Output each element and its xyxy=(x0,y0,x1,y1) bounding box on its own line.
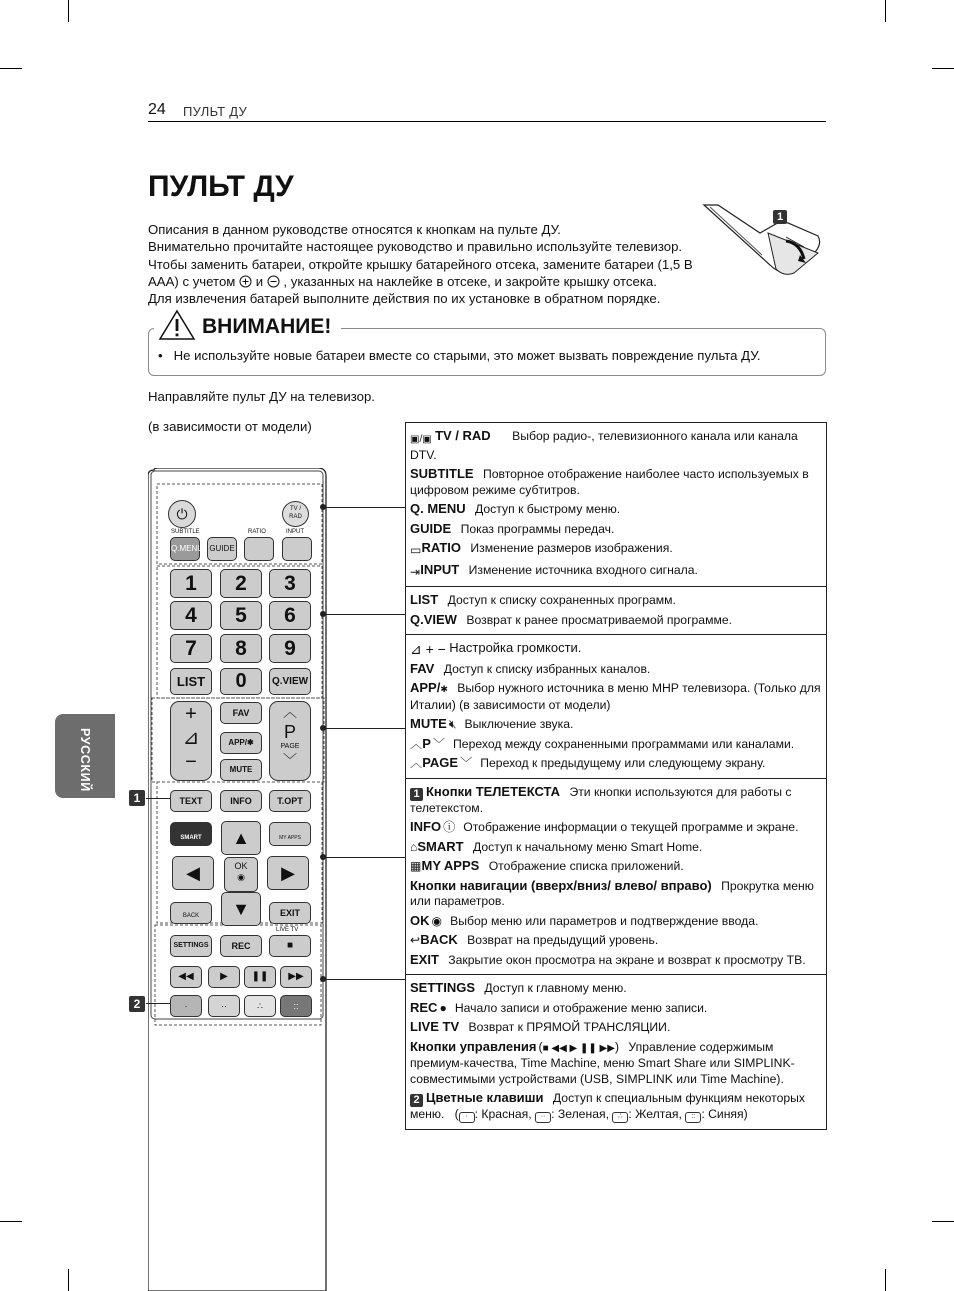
table-row: Кнопки управления (■ ◀◀ ▶ ❚❚ ▶▶) Управление содержимым премиум-качества, Time Machine, меню Smart Share или SIMPLINK- совместимыми устройствами (USB, SIMPLINK или Time Machine). xyxy=(410,1038,795,1086)
text-button: TEXT xyxy=(170,790,212,812)
home-icon: ⌂ xyxy=(410,839,418,854)
play-button: ▶ xyxy=(208,966,240,988)
mute-button: MUTE xyxy=(220,759,262,781)
table-row: Q.VIEW Возврат к ранее просматриваемой программе. xyxy=(410,611,733,627)
table-section xyxy=(406,586,826,634)
green-key: ·· xyxy=(208,995,240,1017)
table-section xyxy=(406,634,826,778)
nav-left-button: ◀ xyxy=(172,856,214,890)
callout-dot xyxy=(320,854,326,860)
my-apps-button: MY APPS xyxy=(269,822,311,846)
crop-mark xyxy=(885,1269,886,1291)
pause-button: ❚❚ xyxy=(244,966,276,988)
q-menu-button: Q.MENU xyxy=(170,537,200,561)
crop-mark xyxy=(932,68,954,69)
back-button: BACK xyxy=(170,902,212,924)
info-button: INFO xyxy=(220,790,262,812)
intro-line: Внимательно прочитайте настоящее руководство и правильно используйте телевизор. xyxy=(148,239,683,255)
callout-dot xyxy=(320,611,326,617)
t-opt-button: T.OPT xyxy=(269,790,311,812)
warning-text: • Не используйте новые батареи вместе со старыми, это может вызвать повреждение пульта ДУ. xyxy=(158,348,761,363)
page-title: ПУЛЬТ ДУ xyxy=(148,170,294,203)
table-row: APP/✱ Выбор нужного источника в меню MHP телевизора. (Только для Италии) (в зависимости от модели) xyxy=(410,680,821,712)
table-row: FAV Доступ к списку избранных каналов. xyxy=(410,660,651,676)
table-row: 2 Цветные клавиши Доступ к специальным функциям некоторых меню. ( · : Красная, ·· : Зеленая, ∴ : Желтая, :: : Синяя) xyxy=(410,1090,805,1121)
input-icon: ⇥ xyxy=(410,564,421,579)
callout-line xyxy=(146,798,170,799)
table-row: ︿PAGE ﹀ Переход к предыдущему или следующему экрану. xyxy=(410,755,766,770)
table-row: ▦MY APPS Отображение списка приложений. xyxy=(410,858,684,873)
digit-button: 7 xyxy=(170,634,212,663)
rec-button: REC xyxy=(220,935,262,957)
callout-dot xyxy=(320,976,326,982)
callout-line xyxy=(324,979,406,980)
yellow-key: ∴ xyxy=(244,995,276,1017)
intro-line: AAA) с учетом и , указанных на наклейке в отсеке, и закройте крышку отсека. xyxy=(148,273,657,289)
grid-icon: ▦ xyxy=(410,859,422,873)
table-row: SETTINGS Доступ к главному меню. xyxy=(410,980,627,995)
chevron-down-icon: ﹀ xyxy=(432,736,446,751)
crop-mark xyxy=(885,0,886,22)
fast-forward-button: ▶▶ xyxy=(280,966,312,988)
star-icon: ✱ xyxy=(440,684,448,694)
callout-line xyxy=(324,728,406,729)
mute-icon: 🔇︎ xyxy=(448,717,457,731)
guide-button: GUIDE xyxy=(207,537,237,561)
rewind-button: ◀◀ xyxy=(170,966,202,988)
nav-up-button: ▲ xyxy=(221,821,261,855)
table-row: EXIT Закрытие окон просмотра на экране и возврат к просмотру ТВ. xyxy=(410,951,806,967)
list-button: LIST xyxy=(170,668,212,695)
digit-button: 5 xyxy=(220,601,262,630)
table-row: LIST Доступ к списку сохраненных программ. xyxy=(410,592,676,607)
blue-key: :: xyxy=(280,995,312,1017)
digit-button: 3 xyxy=(269,569,311,598)
remote-buttons xyxy=(148,468,327,1068)
table-row: ▭RATIO Изменение размеров изображения. xyxy=(410,540,673,557)
crop-mark xyxy=(68,0,69,22)
exit-button: EXIT xyxy=(269,902,311,924)
digit-button: 2 xyxy=(220,569,262,598)
red-key: · xyxy=(170,995,202,1017)
table-section xyxy=(406,974,826,1129)
subtitle-label: SUBTITLE xyxy=(171,529,200,535)
power-button: ⏻ xyxy=(168,500,196,528)
page-number: 24 xyxy=(148,101,166,118)
table-row: Q. MENU Доступ к быстрому меню. xyxy=(410,501,621,516)
warning-triangle-icon xyxy=(158,309,196,341)
nav-right-button: ▶ xyxy=(267,856,309,890)
callout-badge-2: 2 xyxy=(129,996,145,1012)
table-section xyxy=(406,423,826,586)
ratio-icon: ▭ xyxy=(410,543,422,557)
digit-zero-button: 0 xyxy=(220,668,262,695)
ratio-button xyxy=(244,537,274,561)
digit-button: 1 xyxy=(170,569,212,598)
crop-mark xyxy=(0,1221,22,1222)
input-label: INPUT xyxy=(286,529,304,535)
back-arrow-icon: ↩ xyxy=(410,933,421,947)
callout-line xyxy=(324,614,406,615)
red-dot-icon: · xyxy=(459,1112,475,1123)
smart-button: SMART xyxy=(170,822,212,846)
input-button xyxy=(282,537,312,561)
table-row: ▣/▣ TV / RAD Выбор радио-, телевизионного канала или канала DTV. xyxy=(410,428,798,462)
minus-circle-icon xyxy=(267,275,280,288)
volume-rocker: + ⊿ − xyxy=(170,701,212,781)
battery-cover-illustration xyxy=(700,203,830,293)
table-row: ⊿ + − Настройка громкости. xyxy=(410,640,582,657)
crop-mark xyxy=(0,68,22,69)
callout-line xyxy=(146,1003,170,1004)
table-row: ⌂SMART Доступ к начальному меню Smart Home. xyxy=(410,838,703,854)
warning-icon-wrap xyxy=(154,309,204,345)
live-tv-label: LIVE TV xyxy=(276,927,299,933)
section-title: ПУЛЬТ ДУ xyxy=(183,104,248,119)
record-icon: ● xyxy=(439,1000,447,1015)
chevron-up-icon: ︿ xyxy=(410,756,423,770)
fav-button: FAV xyxy=(220,702,262,724)
intro-line: Описания в данном руководстве относятся к кнопкам на пульте ДУ. xyxy=(148,222,561,237)
table-row: INFO ⓘ Отображение информации о текущей программе и экране. xyxy=(410,819,799,834)
green-dot-icon: ·· xyxy=(535,1112,551,1123)
crop-mark xyxy=(68,1269,69,1291)
button-description-table xyxy=(405,422,827,1130)
digit-button: 4 xyxy=(170,601,212,630)
table-row: Кнопки навигации (вверх/вниз/ влево/ вправо) Прокрутка меню или параметров. xyxy=(410,877,814,908)
table-row: MUTE 🔇︎ Выключение звука. xyxy=(410,716,574,731)
table-row: ↩BACK Возврат на предыдущий уровень. xyxy=(410,932,659,947)
ratio-label: RATIO xyxy=(248,529,266,535)
callout-dot xyxy=(320,504,326,510)
language-tab: РУССКИЙ xyxy=(55,714,115,798)
table-row: 1 Кнопки ТЕЛЕТЕКСТА Эти кнопки используются для работы с телетекстом. xyxy=(410,783,792,815)
digit-button: 6 xyxy=(269,601,311,630)
callout-badge-1: 1 xyxy=(129,790,145,806)
table-row: LIVE TV Возврат к ПРЯМОЙ ТРАНСЛЯЦИИ. xyxy=(410,1019,671,1034)
playback-icons: ■ ◀◀ ▶ ❚❚ ▶▶ xyxy=(542,1042,615,1054)
table-row: SUBTITLE Повторное отображение наиболее часто используемых в цифровом режиме субтитров. xyxy=(410,466,809,497)
table-row: REC ● Начало записи и отображение меню записи. xyxy=(410,999,708,1015)
q-view-button: Q.VIEW xyxy=(269,668,311,695)
yellow-dot-icon: ∴ xyxy=(612,1112,628,1123)
table-row: ⇥INPUT Изменение источника входного сигнала. xyxy=(410,561,698,579)
callout-line xyxy=(324,507,406,508)
ok-icon: ◉ xyxy=(431,913,443,928)
nav-down-button: ▼ xyxy=(221,892,261,926)
table-row: GUIDE Показ программы передач. xyxy=(410,520,615,536)
crop-mark xyxy=(932,1221,954,1222)
header-rule xyxy=(148,121,826,122)
tv-radio-icon: ▣/▣ xyxy=(410,434,432,445)
callout-line xyxy=(324,857,406,858)
model-note: (в зависимости от модели) xyxy=(148,419,312,434)
tv-rad-button: TV / RAD xyxy=(282,501,309,527)
chevron-down-icon: ﹀ xyxy=(460,756,473,770)
point-instruction: Направляйте пульт ДУ на телевизор. xyxy=(148,389,375,404)
settings-button: SETTINGS xyxy=(170,935,212,957)
page-rocker: ︿ P PAGE ﹀ xyxy=(269,701,311,781)
chevron-up-icon: ︿ xyxy=(410,736,423,751)
digit-button: 9 xyxy=(269,634,311,663)
intro-line: Для извлечения батарей выполните действия по их установке в обратном порядке. xyxy=(148,291,661,307)
table-row: OK ◉ Выбор меню или параметров и подтверждение ввода. xyxy=(410,912,759,928)
warning-title: ВНИМАНИЕ! xyxy=(202,315,341,339)
table-row: ︿P ﹀ Переход между сохраненными программами или каналами. xyxy=(410,735,795,751)
blue-dot-icon: :: xyxy=(685,1112,701,1123)
volume-icon: ⊿ + − xyxy=(410,641,446,657)
live-tv-button: ■ xyxy=(269,935,311,957)
plus-circle-icon xyxy=(239,275,252,288)
info-icon: ⓘ xyxy=(443,820,456,834)
callout-dot xyxy=(320,725,326,731)
ok-button: OK ◉ xyxy=(224,857,258,892)
app-button: APP/✱ xyxy=(220,732,262,754)
intro-text xyxy=(148,221,708,307)
illustration-badge: 1 xyxy=(773,210,787,224)
table-section xyxy=(406,778,826,975)
intro-line: Чтобы заменить батареи, откройте крышку батарейного отсека, замените батареи (1,5 В xyxy=(148,256,693,272)
digit-button: 8 xyxy=(220,634,262,663)
